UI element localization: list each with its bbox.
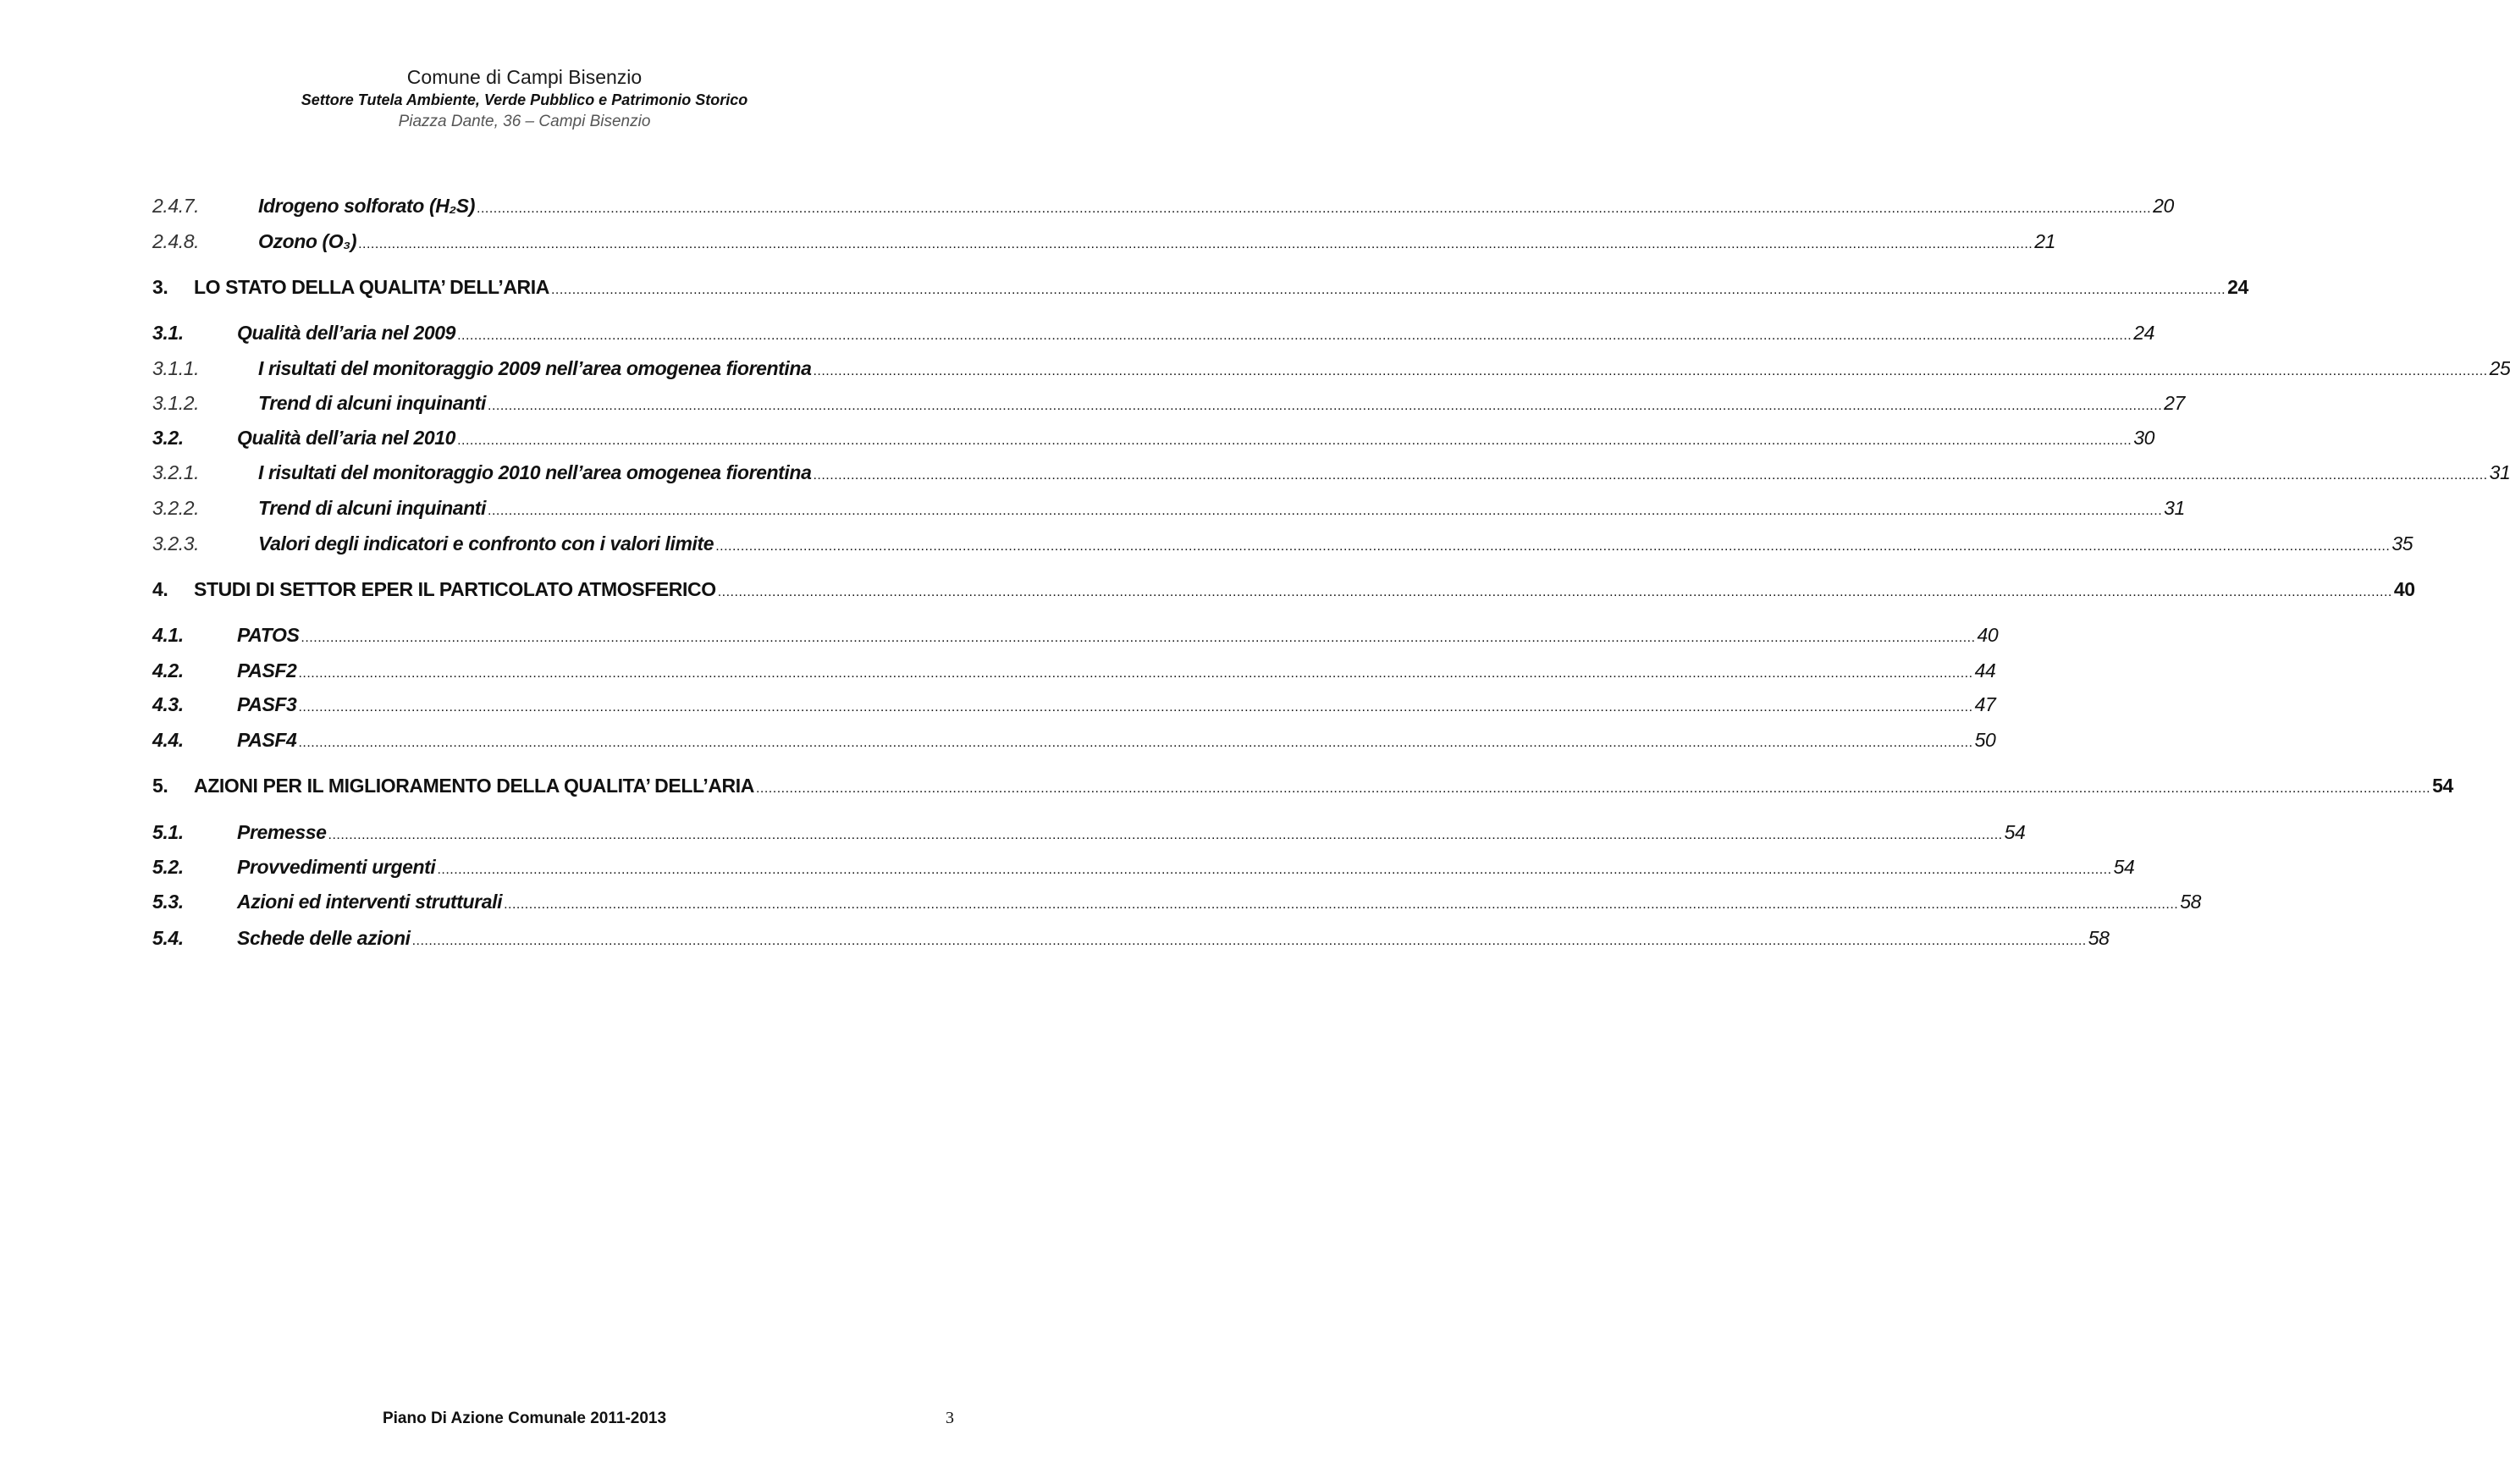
toc-entry-title: PATOS — [237, 624, 300, 646]
toc-entry-title: I risultati del monitoraggio 2009 nell’area omogenea fiorentina — [258, 357, 812, 379]
dot-leader: ................................................................................................................................................................................................................................................................................................................................................................................................................ — [813, 364, 2488, 378]
toc-entry-page: 44 — [1974, 659, 1996, 681]
toc-entry[interactable] — [152, 392, 2185, 417]
toc-entry-title: Azioni ed interventi strutturali — [237, 891, 503, 913]
toc-entry-title: Schede delle azioni — [237, 927, 411, 949]
dot-leader: ................................................................................................................................................................................................................................................................................................................................................................................................................ — [755, 781, 2431, 796]
toc-entry-number: 5.4. — [152, 927, 184, 949]
toc-entry-title: PASF4 — [237, 729, 297, 751]
dot-leader: ................................................................................................................................................................................................................................................................................................................................................................................................................ — [457, 328, 2132, 343]
toc-entry-page: 40 — [2393, 578, 2415, 600]
toc-entry-number: 4.1. — [152, 624, 184, 646]
toc-entry-number: 4. — [152, 578, 168, 600]
department-name: Settore Tutela Ambiente, Verde Pubblico e Patrimonio Storico — [301, 91, 748, 108]
toc-entry-number: 3.1.2. — [152, 392, 200, 414]
organization-name: Comune di Campi Bisenzio — [406, 66, 643, 88]
toc-entry-page: 50 — [1974, 729, 1996, 751]
dot-leader: ................................................................................................................................................................................................................................................................................................................................................................................................................ — [457, 433, 2132, 448]
toc-entry-number: 3.2.1. — [152, 461, 200, 483]
toc-entry-title: Ozono (O₃) — [258, 230, 357, 252]
toc-entry-number: 4.4. — [152, 729, 184, 751]
toc-entry[interactable] — [152, 729, 1996, 754]
toc-entry-number: 5.2. — [152, 856, 184, 878]
dot-leader: ................................................................................................................................................................................................................................................................................................................................................................................................................ — [813, 468, 2488, 483]
toc-entry-page: 24 — [2227, 276, 2248, 298]
toc-entry-number: 3.2.3. — [152, 532, 200, 554]
toc-entry-number: 3.1. — [152, 322, 184, 344]
toc-entry-number: 2.4.8. — [152, 230, 200, 252]
toc-entry-number: 4.3. — [152, 693, 184, 715]
dot-leader: ................................................................................................................................................................................................................................................................................................................................................................................................................ — [488, 399, 2163, 413]
toc-entry-title: Trend di alcuni inquinanti — [258, 497, 487, 519]
toc-entry-title: Valori degli indicatori e confronto con i valori limite — [258, 532, 714, 554]
toc-entry-title: I risultati del monitoraggio 2010 nell’area omogenea fiorentina — [258, 461, 812, 483]
dot-leader: ................................................................................................................................................................................................................................................................................................................................................................................................................ — [715, 539, 2391, 554]
dot-leader: ................................................................................................................................................................................................................................................................................................................................................................................................................ — [328, 828, 2003, 842]
toc-entry[interactable] — [152, 927, 2110, 952]
dot-leader: ................................................................................................................................................................................................................................................................................................................................................................................................................ — [717, 585, 2392, 599]
toc-entry[interactable] — [152, 578, 2415, 604]
toc-entry-title: AZIONI PER IL MIGLIORAMENTO DELLA QUALITA’ DELL’ARIA — [194, 775, 754, 797]
toc-entry-page: 54 — [2432, 775, 2453, 797]
toc-entry-page: 40 — [1977, 624, 1999, 646]
toc-entry-page: 54 — [2004, 821, 2026, 843]
toc-entry-number: 3.2. — [152, 427, 184, 449]
toc-entry[interactable] — [152, 195, 2174, 220]
toc-entry-number: 2.4.7. — [152, 195, 200, 217]
toc-entry-page: 20 — [2153, 195, 2174, 217]
toc-entry-number: 3. — [152, 276, 168, 298]
dot-leader: ................................................................................................................................................................................................................................................................................................................................................................................................................ — [477, 201, 2152, 216]
toc-entry-page: 21 — [2034, 230, 2055, 252]
page-number: 3 — [946, 1409, 954, 1427]
toc-entry[interactable] — [152, 624, 1999, 649]
toc-entry-page: 58 — [2180, 891, 2201, 913]
toc-entry-page: 30 — [2133, 427, 2154, 449]
toc-entry-number: 5.3. — [152, 891, 184, 913]
dot-leader: ................................................................................................................................................................................................................................................................................................................................................................................................................ — [298, 666, 1973, 681]
toc-entry[interactable] — [152, 856, 2135, 881]
toc-entry-page: 54 — [2113, 856, 2135, 878]
toc-entry[interactable] — [152, 532, 2413, 558]
toc-entry-page: 27 — [2164, 392, 2185, 414]
toc-entry-number: 4.2. — [152, 659, 184, 681]
dot-leader: ................................................................................................................................................................................................................................................................................................................................................................................................................ — [437, 863, 2112, 877]
toc-entry-number: 5.1. — [152, 821, 184, 843]
toc-entry[interactable] — [152, 461, 2510, 487]
toc-entry[interactable] — [152, 427, 2154, 452]
toc-entry-title: Trend di alcuni inquinanti — [258, 392, 487, 414]
toc-entry[interactable] — [152, 891, 2201, 916]
toc-entry-title: PASF2 — [237, 659, 297, 681]
toc-entry[interactable] — [152, 693, 1996, 719]
dot-leader: ................................................................................................................................................................................................................................................................................................................................................................................................................ — [488, 504, 2163, 518]
toc-entry-title: Provvedimenti urgenti — [237, 856, 436, 878]
toc-entry[interactable] — [152, 276, 2248, 301]
toc-entry-title: Qualità dell’aria nel 2009 — [237, 322, 456, 344]
toc-entry[interactable] — [152, 659, 1996, 685]
dot-leader: ................................................................................................................................................................................................................................................................................................................................................................................................................ — [358, 237, 2033, 251]
toc-entry-title: Premesse — [237, 821, 327, 843]
toc-entry-title: Idrogeno solforato (H₂S) — [258, 195, 475, 217]
toc-entry-number: 3.2.2. — [152, 497, 200, 519]
dot-leader: ................................................................................................................................................................................................................................................................................................................................................................................................................ — [301, 631, 1976, 645]
dot-leader: ................................................................................................................................................................................................................................................................................................................................................................................................................ — [550, 283, 2226, 297]
address: Piazza Dante, 36 – Campi Bisenzio — [398, 113, 651, 130]
toc-entry[interactable] — [152, 821, 2026, 847]
toc-entry-title: STUDI DI SETTOR EPER IL PARTICOLATO ATMOSFERICO — [194, 578, 716, 600]
toc-entry-number: 5. — [152, 775, 168, 797]
dot-leader: ................................................................................................................................................................................................................................................................................................................................................................................................................ — [411, 934, 2087, 948]
toc-entry-number: 3.1.1. — [152, 357, 200, 379]
toc-entry-page: 31 — [2164, 497, 2185, 519]
toc-entry-page: 25 — [2489, 357, 2510, 379]
toc-entry-page: 24 — [2133, 322, 2154, 344]
toc-entry-page: 35 — [2391, 532, 2413, 554]
toc-entry-title: PASF3 — [237, 693, 297, 715]
toc-entry-page: 58 — [2088, 927, 2110, 949]
dot-leader: ................................................................................................................................................................................................................................................................................................................................................................................................................ — [298, 700, 1973, 714]
toc-entry[interactable] — [152, 322, 2154, 347]
toc-entry[interactable] — [152, 497, 2185, 522]
toc-entry-page: 47 — [1974, 693, 1996, 715]
toc-entry[interactable] — [152, 775, 2453, 800]
toc-entry[interactable] — [152, 230, 2055, 256]
toc-entry-page: 31 — [2489, 461, 2510, 483]
toc-entry-title: LO STATO DELLA QUALITA’ DELL’ARIA — [194, 276, 549, 298]
toc-entry-title: Qualità dell’aria nel 2010 — [237, 427, 456, 449]
toc-entry[interactable] — [152, 357, 2510, 383]
footer-title: Piano Di Azione Comunale 2011-2013 — [382, 1410, 667, 1427]
dot-leader: ................................................................................................................................................................................................................................................................................................................................................................................................................ — [504, 897, 2179, 912]
dot-leader: ................................................................................................................................................................................................................................................................................................................................................................................................................ — [298, 736, 1973, 750]
